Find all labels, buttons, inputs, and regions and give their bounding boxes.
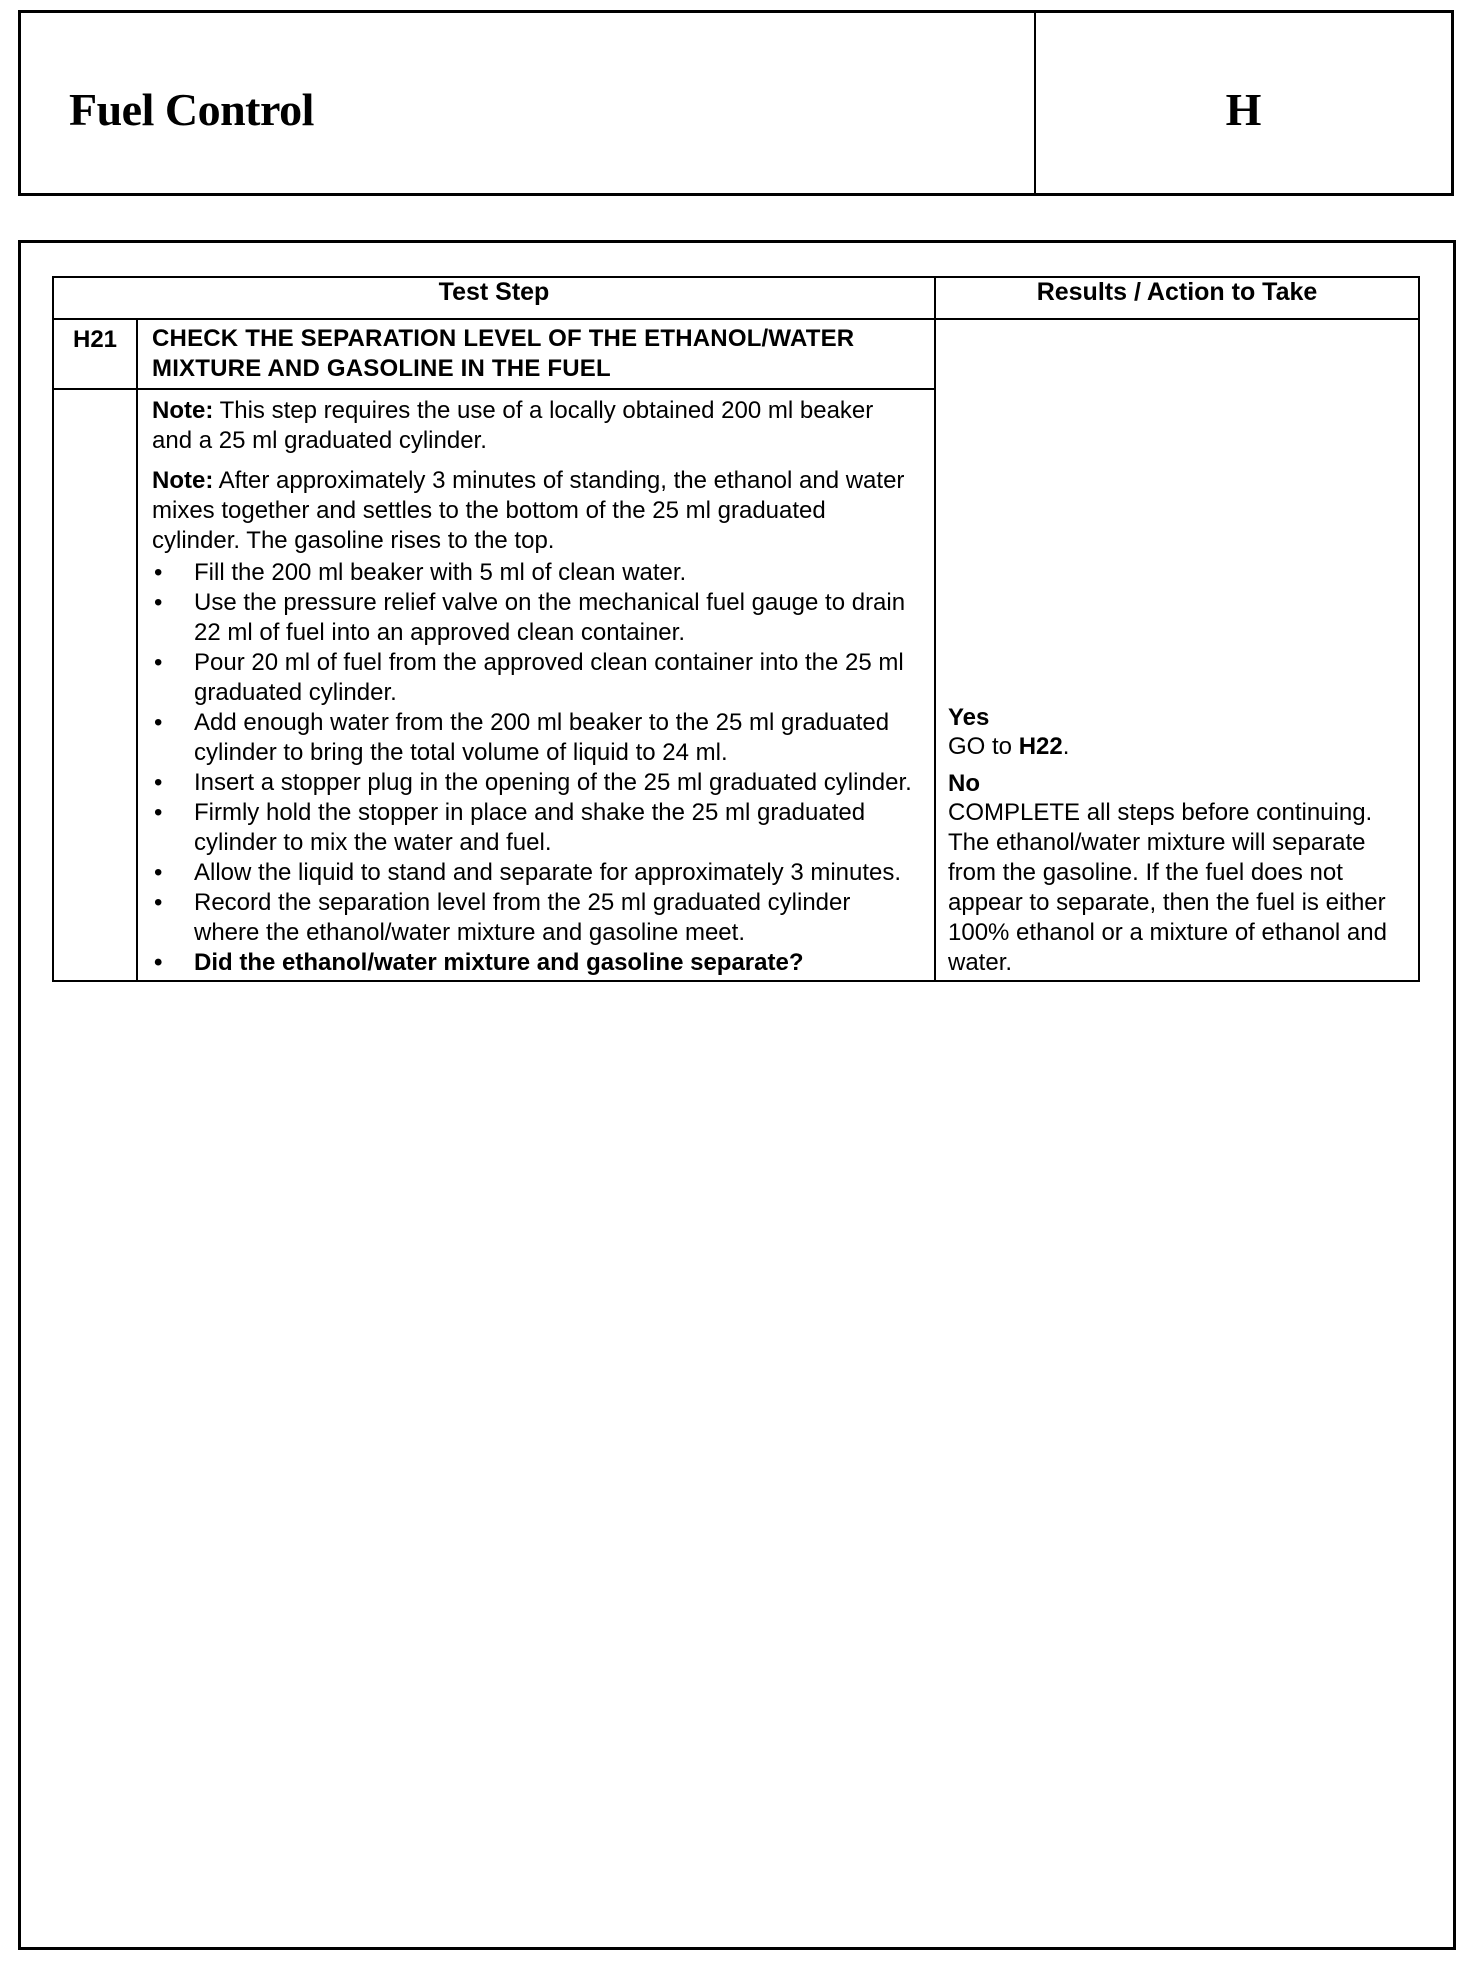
list-item bbox=[152, 768, 918, 798]
result-no-action: COMPLETE all steps before continuing. The ethanol/water mixture will separate from the gasoline. If the fuel does not appear to separate, then the fuel is either 100% ethanol or a mixture of ethanol and water. bbox=[948, 799, 1387, 976]
list-item bbox=[152, 888, 918, 948]
bullet-icon: • bbox=[154, 949, 163, 976]
list-item bbox=[152, 798, 918, 858]
page-title: Fuel Control bbox=[69, 84, 314, 135]
result-no-label: No bbox=[948, 770, 980, 797]
result-no bbox=[948, 770, 1410, 978]
yes-action-suffix: . bbox=[1062, 733, 1070, 760]
column-header-test-step: Test Step bbox=[53, 277, 935, 319]
list-item-text: Fill the 200 ml beaker with 5 ml of clean water. bbox=[194, 559, 687, 586]
bullet-icon: • bbox=[154, 649, 163, 676]
step-title: CHECK THE SEPARATION LEVEL OF THE ETHANOL/WATER MIXTURE AND GASOLINE IN THE FUEL bbox=[137, 319, 935, 389]
list-item-text: Insert a stopper plug in the opening of the 25 ml graduated cylinder. bbox=[194, 769, 912, 796]
test-step-table bbox=[52, 276, 1420, 982]
note-1 bbox=[152, 396, 918, 456]
note-1-label: Note: bbox=[152, 397, 214, 424]
step-id-spacer bbox=[53, 389, 137, 981]
result-yes-label: Yes bbox=[948, 704, 990, 731]
list-item-text: Use the pressure relief valve on the mechanical fuel gauge to drain 22 ml of fuel into an approved clean container. bbox=[194, 589, 906, 646]
list-item bbox=[152, 708, 918, 768]
list-item-question bbox=[152, 948, 918, 978]
list-item-text: Add enough water from the 200 ml beaker to the 25 ml graduated cylinder to bring the total volume of liquid to 24 ml. bbox=[194, 709, 890, 766]
bullet-icon: • bbox=[154, 559, 163, 586]
procedure-list bbox=[152, 558, 918, 978]
bullet-icon: • bbox=[154, 769, 163, 796]
note-1-text: This step requires the use of a locally obtained 200 ml beaker and a 25 ml graduated cylinder. bbox=[152, 397, 874, 454]
section-letter: H bbox=[1225, 84, 1262, 135]
list-item-text: Did the ethanol/water mixture and gasoline separate? bbox=[194, 949, 804, 976]
result-yes bbox=[948, 704, 1410, 762]
column-header-results: Results / Action to Take bbox=[935, 277, 1419, 319]
list-item-text: Allow the liquid to stand and separate for approximately 3 minutes. bbox=[194, 859, 902, 886]
step-title-row bbox=[53, 319, 1419, 389]
note-2 bbox=[152, 466, 918, 556]
list-item-text: Pour 20 ml of fuel from the approved clean container into the 25 ml graduated cylinder. bbox=[194, 649, 904, 706]
goto-step-link[interactable]: H22 bbox=[1018, 733, 1063, 760]
list-item-text: Firmly hold the stopper in place and shake the 25 ml graduated cylinder to mix the water and fuel. bbox=[194, 799, 866, 856]
list-item-text: Record the separation level from the 25 ml graduated cylinder where the ethanol/water mixture and gasoline meet. bbox=[194, 889, 851, 946]
list-item bbox=[152, 648, 918, 708]
bullet-icon: • bbox=[154, 589, 163, 616]
result-yes-action bbox=[948, 732, 1410, 762]
step-id: H21 bbox=[53, 319, 137, 389]
yes-action-prefix: GO to bbox=[948, 733, 1019, 760]
bullet-icon: • bbox=[154, 799, 163, 826]
table-header-row bbox=[53, 277, 1419, 319]
list-item bbox=[152, 858, 918, 888]
list-item bbox=[152, 588, 918, 648]
note-2-label: Note: bbox=[152, 467, 214, 494]
bullet-icon: • bbox=[154, 709, 163, 736]
bullet-icon: • bbox=[154, 889, 163, 916]
page-header bbox=[18, 10, 1454, 196]
step-instructions bbox=[137, 389, 935, 981]
bullet-icon: • bbox=[154, 859, 163, 886]
results-cell bbox=[935, 319, 1419, 981]
note-2-text: After approximately 3 minutes of standing, the ethanol and water mixes together and settles to the bottom of the 25 ml graduated cylinder. The gasoline rises to the top. bbox=[152, 467, 905, 554]
list-item bbox=[152, 558, 918, 588]
